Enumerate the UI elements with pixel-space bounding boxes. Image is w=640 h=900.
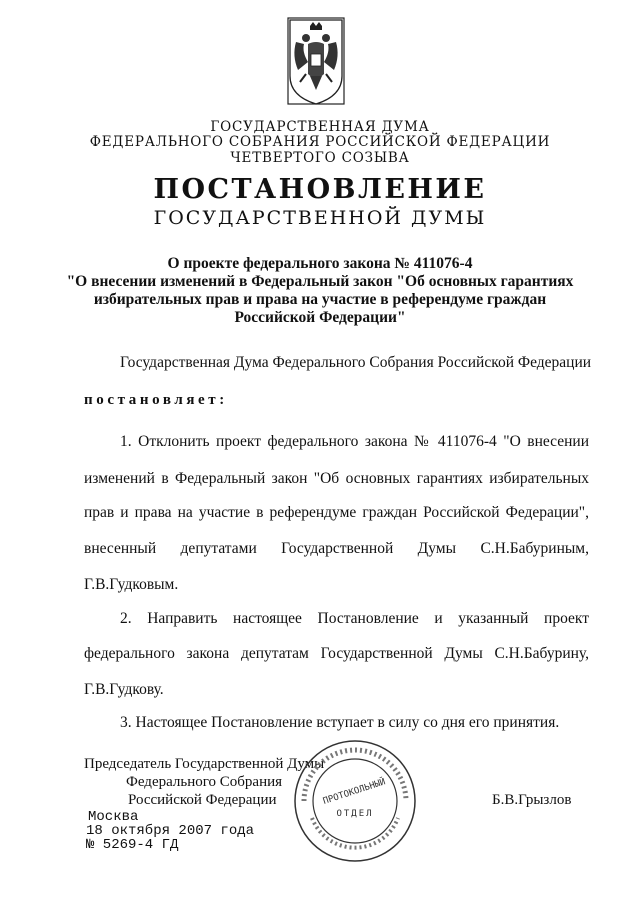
item1-line-5: Г.В.Гудковым.: [84, 576, 179, 593]
subject-line-3: избирательных прав и права на участие в референдуме граждан: [93, 291, 547, 308]
preamble: Государственная Дума Федерального Собрания Российской Федерации: [120, 354, 592, 371]
signatory-position-2: Федерального Собрания: [126, 774, 283, 790]
item2-line-1: 2. Направить настоящее Постановление и указанный проект: [120, 610, 589, 627]
header-line-1: ГОСУДАРСТВЕННАЯ ДУМА: [210, 119, 430, 135]
document-title: ПОСТАНОВЛЕНИЕ: [153, 174, 487, 205]
resolves-label: постановляет:: [84, 392, 228, 408]
signatory-position-1: Председатель Государственной Думы: [84, 756, 325, 772]
item1-line-3: прав и права на участие в референдуме граждан Российской Федерации",: [84, 504, 589, 521]
subject-line-1: О проекте федерального закона № 411076-4: [167, 255, 473, 272]
item1-line-2: изменений в Федеральный закон "Об основных гарантиях избирательных: [84, 470, 589, 487]
item2-line-3: Г.В.Гудкову.: [84, 681, 164, 698]
footer-city: Москва: [88, 809, 139, 825]
header-line-2: ФЕДЕРАЛЬНОГО СОБРАНИЯ РОССИЙСКОЙ ФЕДЕРАЦИИ: [89, 134, 551, 150]
signatory-position-3: Российской Федерации: [128, 792, 277, 808]
official-stamp-icon: [292, 738, 418, 864]
item3: 3. Настоящее Постановление вступает в силу со дня его принятия.: [120, 714, 560, 731]
subject-line-4: Российской Федерации": [234, 309, 406, 326]
subject-line-2: "О внесении изменений в Федеральный закон "Об основных гарантиях: [66, 273, 574, 290]
footer-date: 18 октября 2007 года: [86, 823, 255, 839]
header-line-3: ЧЕТВЕРТОГО СОЗЫВА: [230, 150, 410, 166]
document-subtitle: ГОСУДАРСТВЕННОЙ ДУМЫ: [153, 207, 487, 229]
stamp-bottom-text: ОТДЕЛ: [336, 809, 374, 819]
signatory-name: Б.В.Грызлов: [492, 792, 572, 808]
item1-line-4: внесенный депутатами Государственной Думы С.Н.Бабуриным,: [84, 540, 589, 557]
item1-line-1: 1. Отклонить проект федерального закона № 411076-4 "О внесении: [120, 433, 589, 450]
coat-of-arms-icon: [270, 16, 362, 108]
stamp-center-text: ПРОТОКОЛЬНЫЙ: [321, 777, 387, 807]
footer-number: № 5269-4 ГД: [86, 837, 179, 853]
item2-line-2: федерального закона депутатам Государственной Думы С.Н.Бабурину,: [84, 645, 589, 662]
